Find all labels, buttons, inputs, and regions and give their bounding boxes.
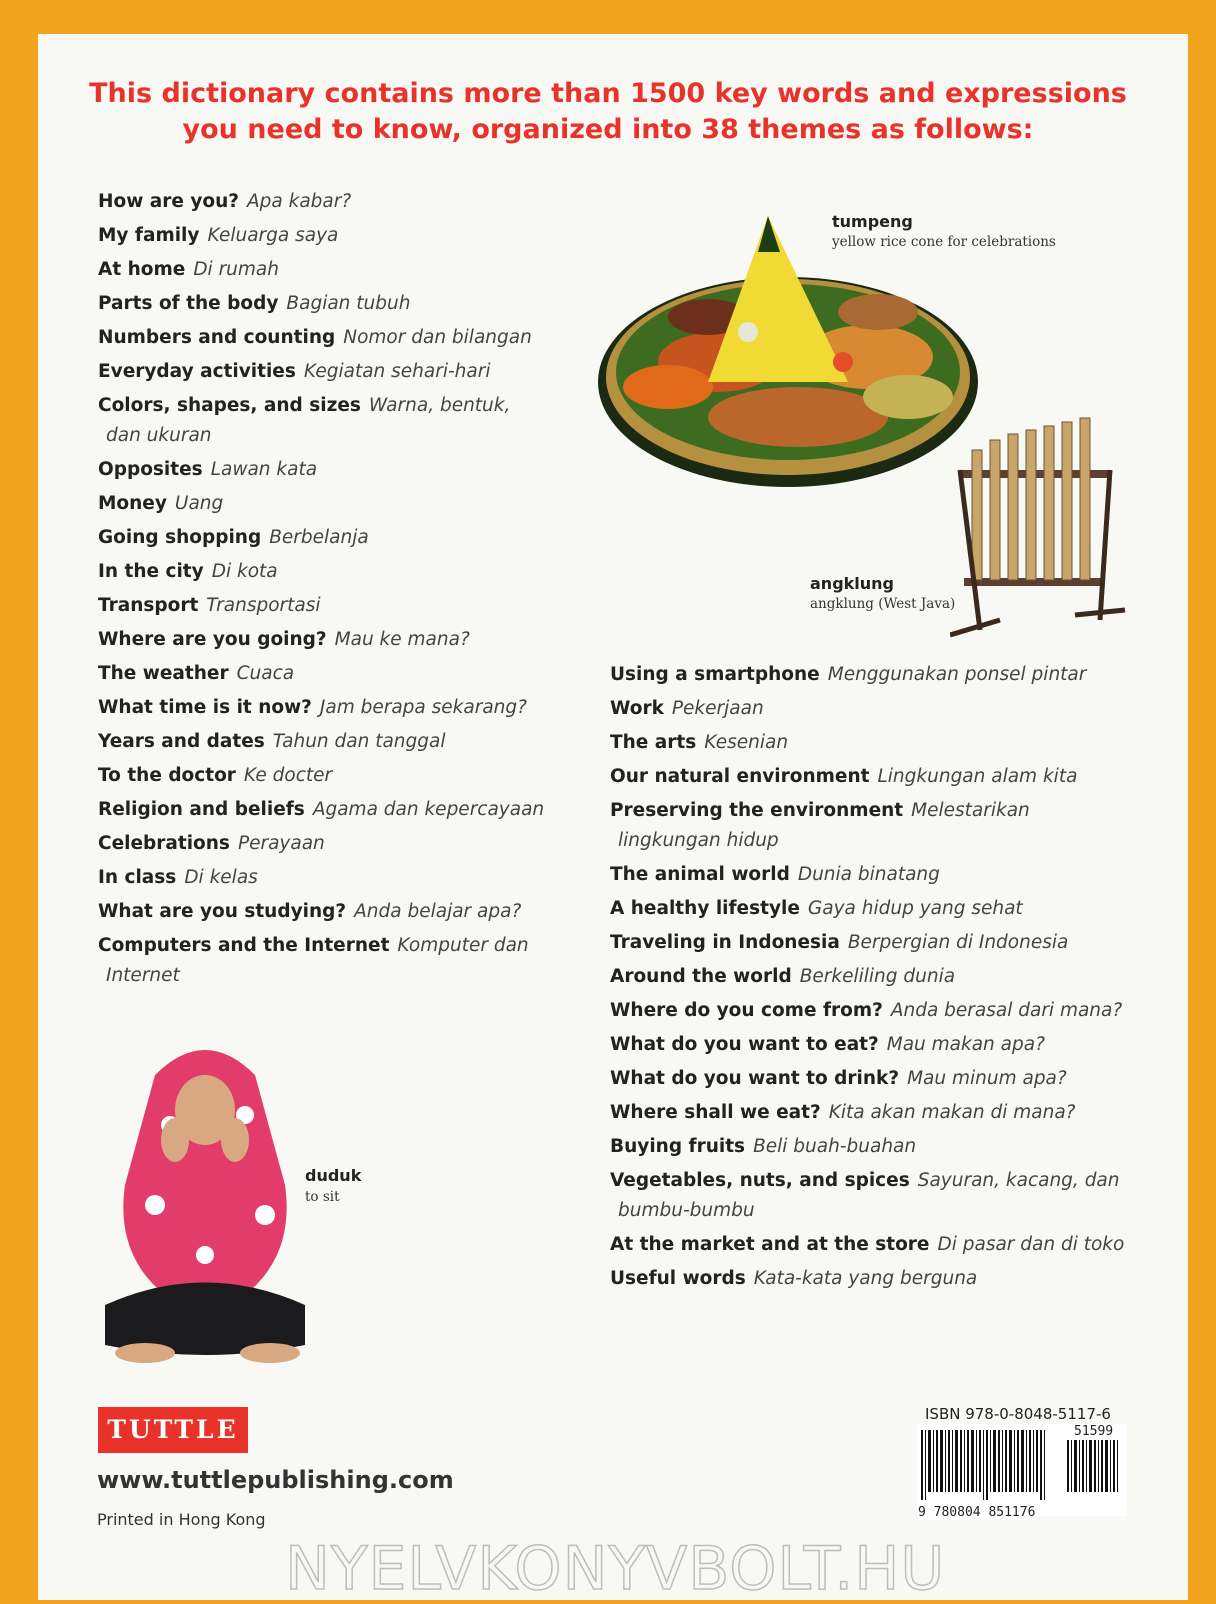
theme-item: Colors, shapes, and sizes Warna, bentuk,	[98, 395, 511, 416]
theme-item: Our natural environment Lingkungan alam kita	[610, 766, 1078, 787]
theme-item: Religion and beliefs Agama dan kepercayaan	[98, 799, 545, 820]
theme-item: At home Di rumah	[98, 259, 279, 280]
theme-item: Years and dates Tahun dan tanggal	[98, 731, 446, 752]
theme-item: A healthy lifestyle Gaya hidup yang sehat	[610, 898, 1023, 919]
theme-item: What time is it now? Jam berapa sekarang?	[98, 697, 527, 718]
angklung-caption-subtitle: angklung (West Java)	[810, 596, 956, 612]
isbn-text: ISBN 978-0-8048-5117-6	[925, 1405, 1111, 1423]
theme-item: Vegetables, nuts, and spices Sayuran, kacang, dan	[610, 1170, 1120, 1191]
theme-item: The animal world Dunia binatang	[610, 864, 940, 885]
theme-item: My family Keluarga saya	[98, 225, 339, 246]
publisher-url: www.tuttlepublishing.com	[97, 1466, 454, 1494]
barcode-price-code: 51599	[1074, 1424, 1114, 1439]
theme-item-continuation: lingkungan hidup	[618, 830, 779, 851]
theme-item: Preserving the environment Melestarikan	[610, 800, 1030, 821]
theme-item: Using a smartphone Menggunakan ponsel pintar	[610, 664, 1087, 685]
theme-item: What do you want to drink? Mau minum apa?	[610, 1068, 1067, 1089]
angklung-caption-title: angklung	[810, 574, 894, 593]
theme-item: The weather Cuaca	[98, 663, 295, 684]
angklung-image	[950, 410, 1130, 640]
barcode-number: 9 780804 851176	[918, 1505, 1036, 1520]
theme-item: Buying fruits Beli buah-buahan	[610, 1136, 917, 1157]
headline-line-1: This dictionary contains more than 1500 key words and expressions	[89, 78, 1127, 109]
theme-item: Celebrations Perayaan	[98, 833, 325, 854]
theme-item: In the city Di kota	[98, 561, 278, 582]
theme-item: Work Pekerjaan	[610, 698, 764, 719]
watermark: NYELVKONYVBOLT.HU	[285, 1534, 946, 1604]
theme-item: How are you? Apa kabar?	[98, 191, 352, 212]
theme-item: Where do you come from? Anda berasal dari mana?	[610, 1000, 1123, 1021]
theme-item: What do you want to eat? Mau makan apa?	[610, 1034, 1045, 1055]
printed-in-note: Printed in Hong Kong	[97, 1510, 266, 1529]
theme-item: Traveling in Indonesia Berpergian di Indonesia	[610, 932, 1069, 953]
tumpeng-caption-title: tumpeng	[832, 212, 913, 231]
theme-item: Going shopping Berbelanja	[98, 527, 369, 548]
theme-item: Useful words Kata-kata yang berguna	[610, 1268, 978, 1289]
theme-item: At the market and at the store Di pasar dan di toko	[610, 1234, 1125, 1255]
theme-item: Transport Transportasi	[98, 595, 321, 616]
theme-item: Opposites Lawan kata	[98, 459, 318, 480]
theme-item: Numbers and counting Nomor dan bilangan	[98, 327, 532, 348]
tumpeng-caption-subtitle: yellow rice cone for celebrations	[832, 234, 1056, 250]
headline	[0, 76, 1216, 148]
headline-line-2: you need to know, organized into 38 themes as follows:	[182, 114, 1034, 145]
theme-item: Money Uang	[98, 493, 224, 514]
tumpeng-image	[598, 212, 988, 512]
theme-item: To the doctor Ke docter	[98, 765, 333, 786]
sitting-girl-image	[95, 1035, 315, 1385]
theme-item: Around the world Berkeliling dunia	[610, 966, 956, 987]
theme-item-continuation: Internet	[106, 965, 180, 986]
theme-item: What are you studying? Anda belajar apa?	[98, 901, 522, 922]
duduk-caption-subtitle: to sit	[305, 1189, 340, 1205]
theme-item-continuation: bumbu-bumbu	[618, 1200, 755, 1221]
tuttle-logo: TUTTLE	[98, 1407, 248, 1453]
theme-item: In class Di kelas	[98, 867, 258, 888]
theme-item: Computers and the Internet Komputer dan	[98, 935, 529, 956]
theme-item: The arts Kesenian	[610, 732, 789, 753]
theme-item-continuation: dan ukuran	[106, 425, 212, 446]
theme-item: Where are you going? Mau ke mana?	[98, 629, 470, 650]
theme-item: Where shall we eat? Kita akan makan di mana?	[610, 1102, 1076, 1123]
theme-item: Parts of the body Bagian tubuh	[98, 293, 411, 314]
duduk-caption-title: duduk	[305, 1166, 362, 1185]
theme-item: Everyday activities Kegiatan sehari-hari	[98, 361, 491, 382]
